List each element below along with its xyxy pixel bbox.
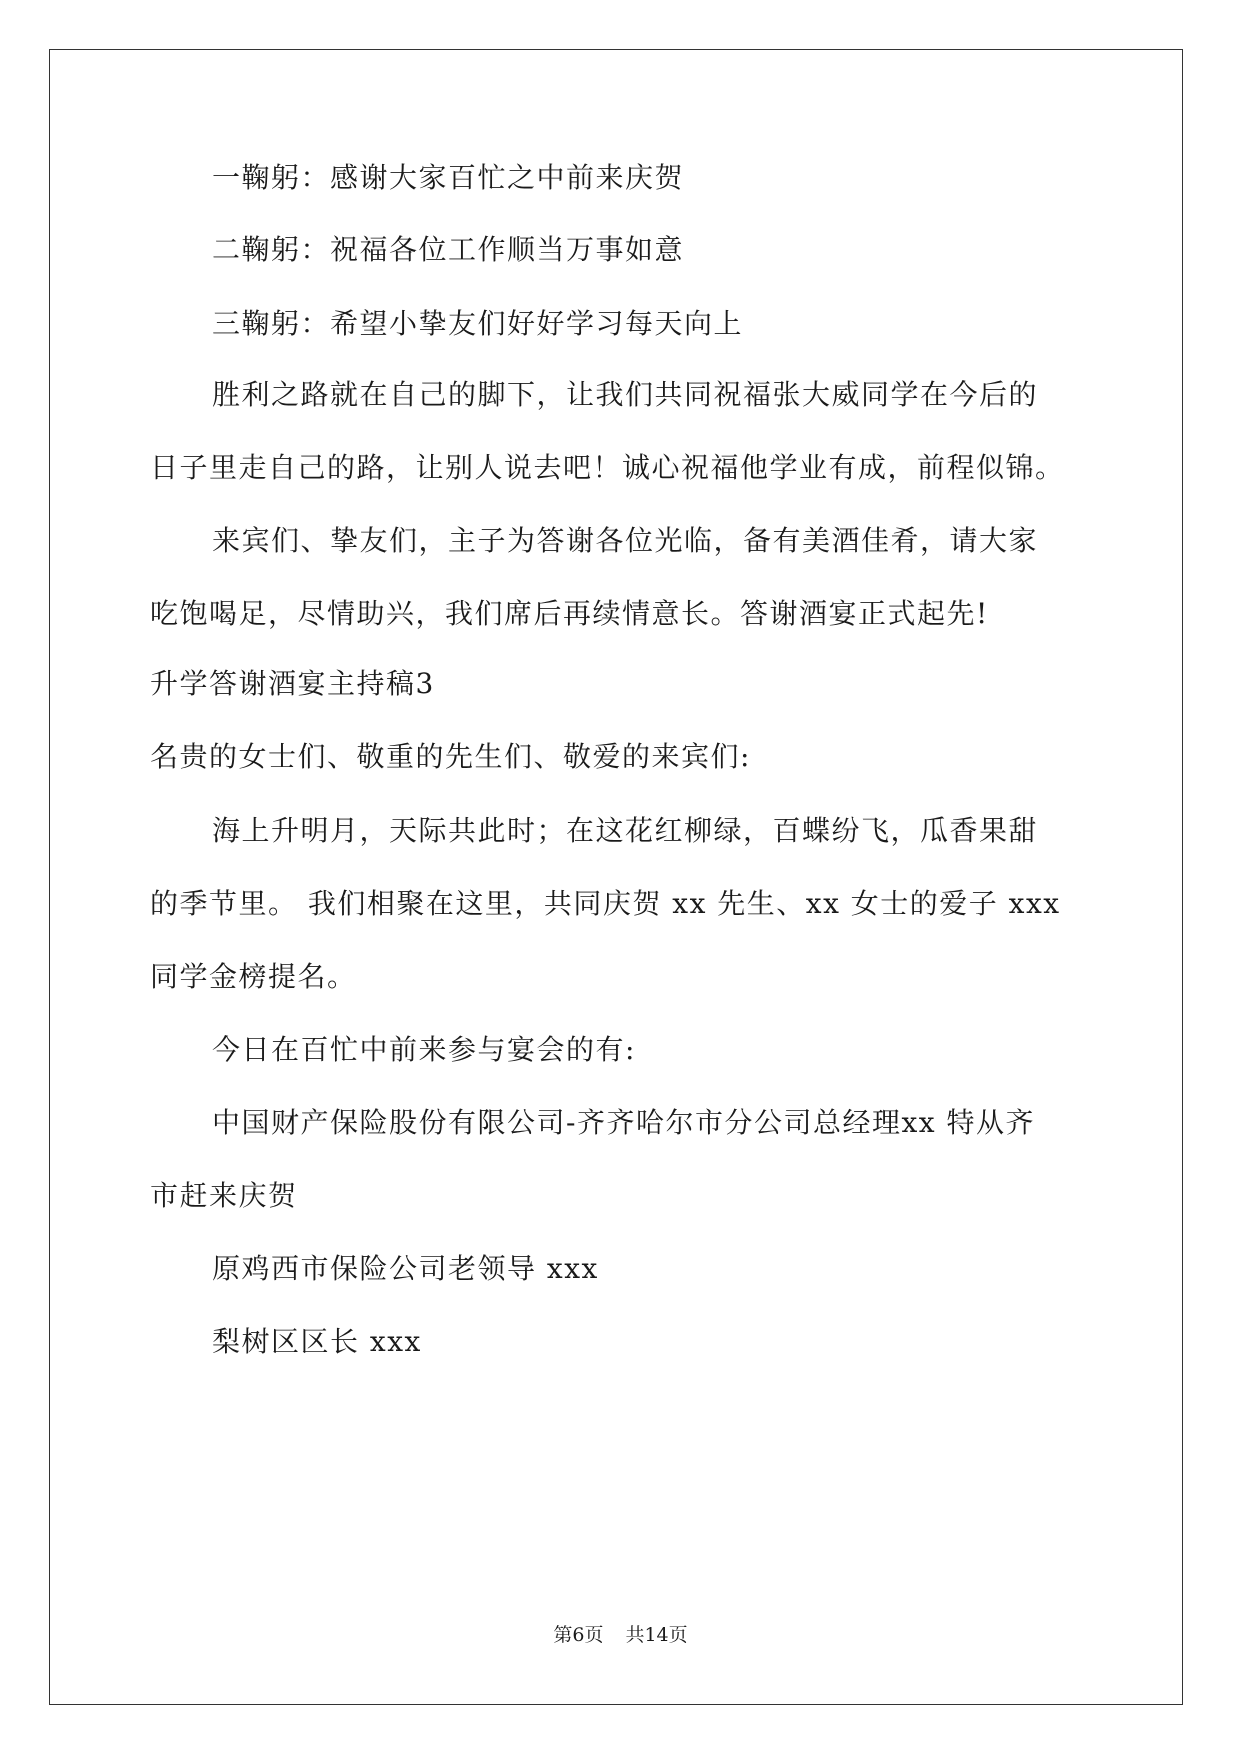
paragraph-line: 来宾们、挚友们，主子为答谢各位光临，备有美酒佳肴，请大家 — [212, 524, 1039, 557]
paragraph-line: 吃饱喝足，尽情助兴，我们席后再续情意长。答谢酒宴正式起先! — [150, 597, 989, 630]
salutation-line: 名贵的女士们、敬重的先生们、敬爱的来宾们: — [150, 740, 751, 773]
bow-line-2: 二鞠躬：祝福各位工作顺当万事如意 — [212, 233, 685, 266]
page-total: 共14页 — [625, 1624, 688, 1646]
paragraph-line: 的季节里。 我们相聚在这里，共同庆贺 xx 先生、xx 女士的爱子 xxx — [150, 887, 1061, 920]
paragraph-line: 同学金榜提名。 — [150, 960, 357, 993]
guest-line: 梨树区区长 xxx — [212, 1325, 422, 1358]
section-heading: 升学答谢酒宴主持稿3 — [150, 667, 435, 700]
guest-line: 市赶来庆贺 — [150, 1179, 298, 1212]
guest-line: 中国财产保险股份有限公司-齐齐哈尔市分公司总经理xx 特从齐 — [212, 1106, 1035, 1139]
page-number: 第6页 — [553, 1624, 604, 1646]
page-border — [49, 49, 1183, 1705]
paragraph-line: 海上升明月，天际共此时；在这花红柳绿，百蝶纷飞，瓜香果甜 — [212, 814, 1039, 847]
paragraph-line: 胜利之路就在自己的脚下，让我们共同祝福张大威同学在今后的 — [212, 378, 1039, 411]
guest-line: 原鸡西市保险公司老领导 xxx — [212, 1252, 599, 1285]
bow-line-1: 一鞠躬：感谢大家百忙之中前来庆贺 — [212, 161, 685, 194]
paragraph-line: 日子里走自己的路，让别人说去吧！诚心祝福他学业有成，前程似锦。 — [150, 451, 1065, 484]
paragraph-line: 今日在百忙中前来参与宴会的有: — [212, 1033, 636, 1066]
page-footer — [0, 1623, 1241, 1647]
bow-line-3: 三鞠躬：希望小挚友们好好学习每天向上 — [212, 307, 744, 340]
